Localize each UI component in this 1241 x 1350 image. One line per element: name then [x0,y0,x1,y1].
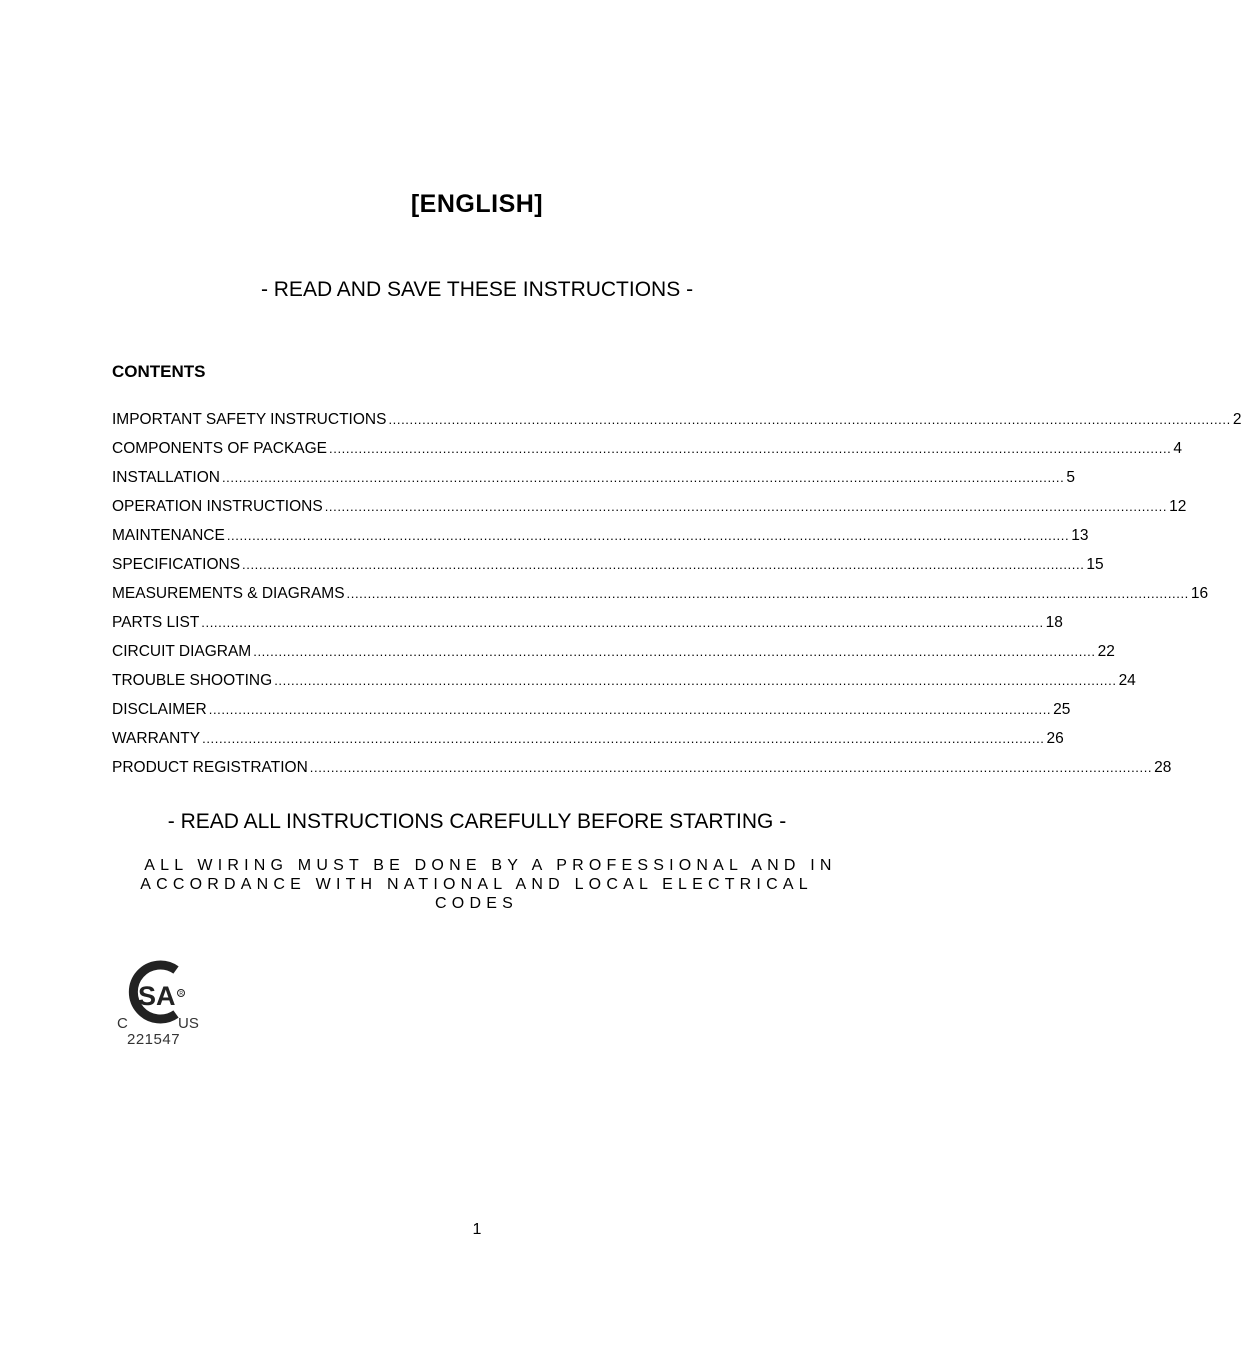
toc-entry[interactable] [112,701,1071,730]
wiring-notice-line-1: ALL WIRING MUST BE DONE BY A PROFESSIONAL AND IN [144,857,837,874]
contents-heading: CONTENTS [112,362,206,381]
toc-entry-page: 4 [1173,440,1183,457]
toc-leader-dots: ........................................................................................................................................................................................................ [226,528,1070,543]
toc-entry-label: INSTALLATION [112,469,220,486]
toc-entry[interactable] [112,556,1104,585]
toc-entry-page: 2 [1232,411,1241,428]
toc-entry-page: 22 [1097,643,1115,660]
toc-entry-page: 5 [1066,469,1075,486]
toc-entry-label: SPECIFICATIONS [112,556,241,573]
toc-entry-label: TROUBLE SHOOTING [112,672,273,689]
toc-entry-label: MEASUREMENTS & DIAGRAMS [112,585,345,602]
toc-entry-page: 16 [1190,585,1209,602]
toc-leader-dots: ........................................................................................................................................................................................................ [324,499,1168,514]
language-title: [ENGLISH] [410,190,544,218]
toc-entry-label: DISCLAIMER [112,701,207,718]
svg-text:S: S [138,981,157,1011]
toc-leader-dots: ........................................................................................................................................................................................................ [309,760,1153,775]
toc-leader-dots: ........................................................................................................................................................................................................ [221,470,1065,485]
toc-entry[interactable] [112,759,1172,788]
toc-entry-page: 26 [1046,730,1064,747]
read-save-banner: - READ AND SAVE THESE INSTRUCTIONS - [260,278,694,301]
toc-entry-page: 15 [1086,556,1104,573]
toc-entry[interactable] [112,672,1136,701]
toc-entry[interactable] [112,730,1064,759]
toc-leader-dots: ........................................................................................................................................................................................................ [208,702,1052,717]
toc-entry-page: 24 [1118,672,1136,689]
toc-entry[interactable] [112,527,1089,556]
toc-entry-page: 12 [1169,498,1187,515]
table-of-contents [112,411,1241,788]
toc-entry-label: PRODUCT REGISTRATION [112,759,308,776]
cert-number: 221547 [127,1031,181,1048]
toc-entry-label: IMPORTANT SAFETY INSTRUCTIONS [112,411,387,428]
toc-entry-page: 13 [1071,527,1089,544]
cert-right-label: US [178,1015,199,1032]
toc-leader-dots: ........................................................................................................................................................................................................ [253,644,1096,659]
toc-entry[interactable] [112,643,1115,672]
toc-entry[interactable] [112,411,1241,440]
toc-entry-page: 28 [1154,759,1172,776]
toc-entry[interactable] [112,614,1063,643]
toc-leader-dots: ........................................................................................................................................................................................................ [274,673,1117,688]
toc-entry-label: COMPONENTS OF PACKAGE [112,440,328,457]
toc-entry-label: WARRANTY [112,730,201,747]
wiring-notice [112,856,841,913]
toc-entry[interactable] [112,585,1209,614]
toc-entry-page: 18 [1045,614,1063,631]
toc-leader-dots: ........................................................................................................................................................................................................ [346,586,1189,601]
cert-left-label: C [117,1015,128,1032]
toc-leader-dots: ........................................................................................................................................................................................................ [388,412,1231,427]
toc-entry-label: PARTS LIST [112,614,200,631]
toc-entry[interactable] [112,440,1183,469]
toc-entry[interactable] [112,469,1075,498]
toc-entry-label: CIRCUIT DIAGRAM [112,643,252,660]
toc-leader-dots: ........................................................................................................................................................................................................ [329,441,1172,456]
toc-entry[interactable] [112,498,1187,527]
svg-text:R: R [179,991,184,997]
read-all-banner: - READ ALL INSTRUCTIONS CAREFULLY BEFORE STARTING - [167,810,787,833]
page-number: 1 [472,1221,482,1238]
toc-entry-page: 25 [1053,701,1071,718]
wiring-notice-line-2: ACCORDANCE WITH NATIONAL AND LOCAL ELECTRICAL CODES [140,876,813,912]
toc-entry-label: MAINTENANCE [112,527,225,544]
toc-leader-dots: ........................................................................................................................................................................................................ [202,731,1045,746]
toc-leader-dots: ........................................................................................................................................................................................................ [201,615,1044,630]
svg-text:A: A [156,981,176,1011]
toc-entry-label: OPERATION INSTRUCTIONS [112,498,323,515]
toc-leader-dots: ........................................................................................................................................................................................................ [242,557,1085,572]
